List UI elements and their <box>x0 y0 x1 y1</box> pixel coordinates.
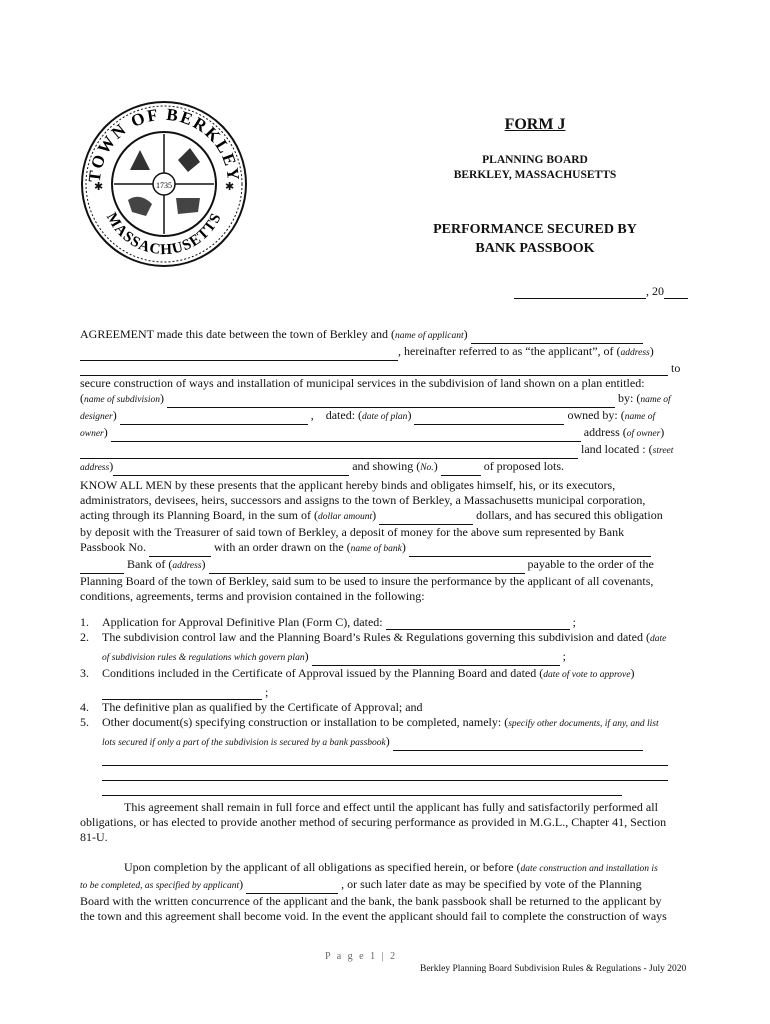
list-item: 1. Application for Approval Definitive Plan (Form C), dated: ; <box>80 615 576 629</box>
seal-center-text: 1735 <box>156 181 172 190</box>
subdivision-name-field[interactable] <box>167 395 615 408</box>
applicant-name-field[interactable] <box>471 331 643 344</box>
list-item: 4. The definitive plan as qualified by the Certificate of Approval; and <box>80 700 423 714</box>
dollar-amount-field[interactable] <box>379 512 473 525</box>
passbook-number-field[interactable] <box>149 544 211 557</box>
list-item: 3. Conditions included in the Certificate of Approval issued by the Planning Board and dated (date of vote to approve) ; <box>80 666 635 699</box>
bank-name-field-cont[interactable] <box>80 561 124 574</box>
applicant-address-field[interactable] <box>80 363 668 376</box>
full-force-paragraph: This agreement shall remain in full force and effect until the applicant has fully and satisfactorily performed all obligations, or has elected to provide another method of securing performance as provided in M.G.L., Chapter 41, Section 81-U. <box>80 800 667 844</box>
owner-address-field[interactable] <box>80 446 578 459</box>
year-field[interactable] <box>664 286 688 299</box>
street-address-field[interactable] <box>113 463 349 476</box>
form-title: FORM J <box>504 116 566 133</box>
other-documents-line[interactable] <box>102 781 622 796</box>
completion-paragraph: Upon completion by the applicant of all obligations as specified herein, or before (date construction and installation is to be completed, as specified by applicant) , or such later date as may be specified by vote of the Planning Board with the written concurrence of the applicant and the bank, the bank passbook shall be returned to the applicant by the town and this agreement shall become void. In the event the applicant should fail to complete the construction of ways <box>80 860 667 923</box>
list-item: 2. The subdivision control law and the Planning Board’s Rules & Regulations governing this subdivision and dated (date of subdivision rules & regulations which govern plan) ; <box>80 630 698 666</box>
seal-top-text: TOWN OF BERKLEY <box>84 104 244 184</box>
date-field[interactable] <box>514 286 646 299</box>
obligation-paragraph: KNOW ALL MEN by these presents that the applicant hereby binds and obligates himself, his, or its executors, administrators, devisees, heirs, successors and assigns to the town of Berkley, a Massachusetts municipal corporation, acting through its Planning Board, in the sum of (dollar amount) dollars, and has secured this obligation by deposit with the Treasurer of said town of Berkley, a deposit of money for the above sum represented by Bank Passbook No. with an order drawn on the (name of bank) Bank of (address) payable to the order of the Planning Board of the town of Berkley, said sum to be used to insure the performance by the applicant of all covenants, conditions, agreements, terms and provision contained in the following: <box>80 478 663 603</box>
svg-text:✱: ✱ <box>225 181 235 193</box>
completion-date-field[interactable] <box>246 881 338 894</box>
page-number: P a g e 1 | 2 <box>325 951 398 962</box>
other-documents-field[interactable] <box>393 738 643 751</box>
other-documents-line[interactable] <box>102 751 668 766</box>
form-c-date-field[interactable] <box>386 617 570 630</box>
bank-name-field[interactable] <box>409 544 651 557</box>
lot-count-field[interactable] <box>441 463 481 476</box>
other-documents-line[interactable] <box>102 766 668 781</box>
board-name: PLANNING BOARD BERKLEY, MASSACHUSETTS <box>453 154 617 181</box>
plan-date-field[interactable] <box>414 412 564 425</box>
bank-address-field[interactable] <box>209 561 525 574</box>
document-title: PERFORMANCE SECURED BY BANK PASSBOOK <box>433 222 637 256</box>
conditions-list <box>80 615 698 796</box>
rules-date-field[interactable] <box>312 653 560 666</box>
designer-field[interactable] <box>120 412 308 425</box>
agreement-paragraph: AGREEMENT made this date between the town of Berkley and (name of applicant) , hereinafter referred to as “the applicant”, of (address) to secure construction of ways and installation of municipal services in the subdivision of land shown on a plan entitled: (name of subdivision) by: (name of designer) , dated: (date of plan) owned by: (name of owner) address (of owner) land located : (street address) and showing (No.) of proposed lots. <box>80 327 698 476</box>
seal-bottom-text: MASSACHUSETTS <box>102 210 225 259</box>
footer-reference: Berkley Planning Board Subdivision Rules & Regulations - July 2020 <box>420 964 687 974</box>
owner-field[interactable] <box>111 429 581 442</box>
list-item: 5. Other document(s) specifying construction or installation to be completed, namely: (specify other documents, if any, and list lots secured if only a part of the subdivision is secured by a bank passbook) <box>80 715 698 796</box>
svg-text:✱: ✱ <box>94 181 104 193</box>
approval-date-field[interactable] <box>102 687 262 700</box>
date-line: , 20 <box>514 284 688 299</box>
applicant-name-field-cont[interactable] <box>80 348 398 361</box>
town-seal <box>80 100 248 268</box>
